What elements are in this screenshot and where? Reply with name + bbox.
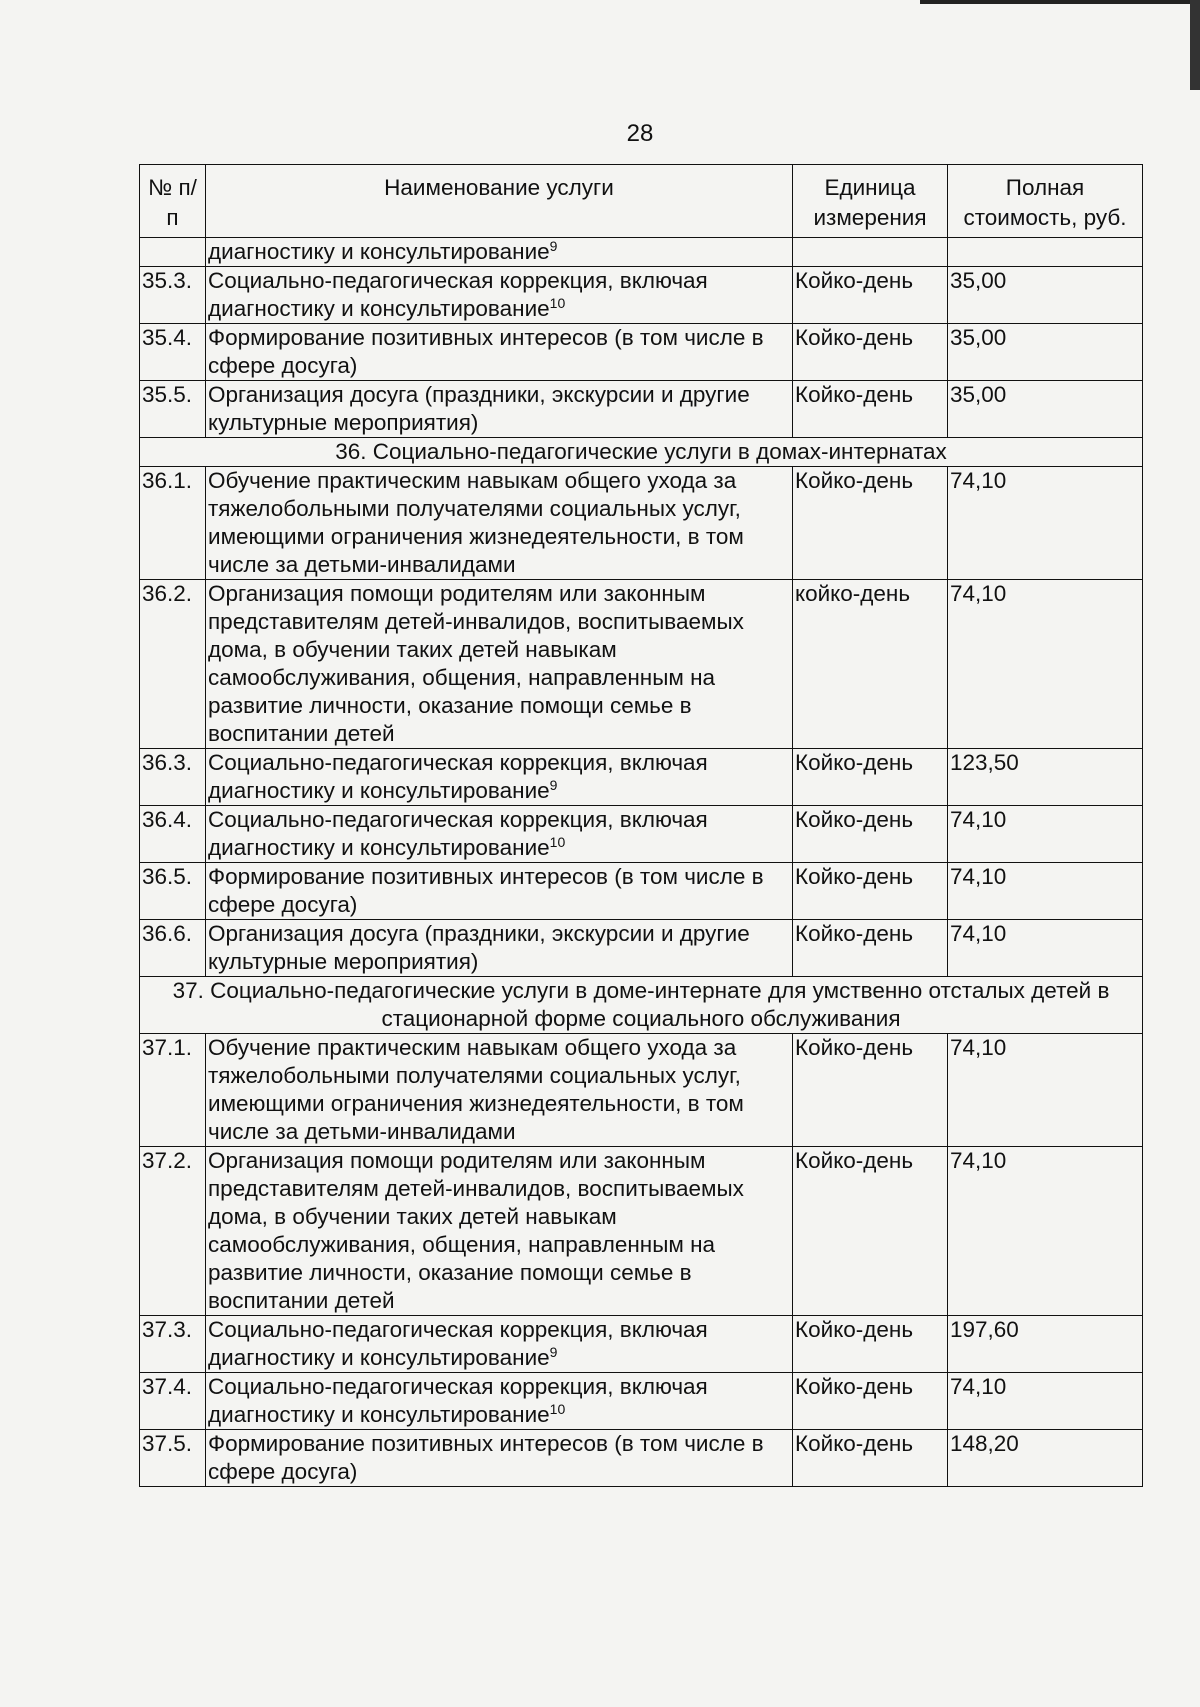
section-header-row	[140, 438, 1143, 467]
services-price-table	[139, 164, 1143, 1487]
service-name	[206, 267, 793, 324]
full-cost: 148,20	[948, 1430, 1143, 1487]
unit-of-measure: Койко-день	[793, 806, 948, 863]
footnote-ref: 9	[549, 1344, 558, 1360]
row-number: 36.6.	[140, 920, 206, 977]
row-number: 37.2.	[140, 1147, 206, 1316]
table-body	[140, 238, 1143, 1487]
service-name-text: Формирование позитивных интересов (в том числе в сфере досуга)	[208, 1431, 764, 1484]
service-name-text: Организация помощи родителям или законным представителям детей-инвалидов, воспитываемых дома, в обучении таких детей навыкам самообслуживания, общения, направленным на развитие личности, оказание помощи семье в воспитании детей	[208, 581, 744, 746]
table-header-row	[140, 165, 1143, 238]
unit-of-measure: Койко-день	[793, 863, 948, 920]
section-title: 36. Социально-педагогические услуги в домах-интернатах	[140, 438, 1143, 467]
section-title: 37. Социально-педагогические услуги в доме-интернате для умственно отсталых детей в стационарной форме социального обслуживания	[140, 977, 1143, 1034]
table-row	[140, 806, 1143, 863]
service-name-text: Социально-педагогическая коррекция, включая диагностику и консультирование	[208, 1317, 708, 1370]
service-name	[206, 1034, 793, 1147]
service-name-text: Обучение практическим навыкам общего ухода за тяжелобольными получателями социальных услуг, имеющими ограничения жизнедеятельности, в том числе за детьми-инвалидами	[208, 1035, 744, 1144]
unit-of-measure	[793, 238, 948, 267]
service-name-text: Социально-педагогическая коррекция, включая диагностику и консультирование	[208, 268, 708, 321]
service-name-text: Организация помощи родителям или законным представителям детей-инвалидов, воспитываемых дома, в обучении таких детей навыкам самообслуживания, общения, направленным на развитие личности, оказание помощи семье в воспитании детей	[208, 1148, 744, 1313]
footnote-ref: 10	[549, 295, 566, 311]
service-name	[206, 1147, 793, 1316]
service-name	[206, 863, 793, 920]
unit-of-measure: Койко-день	[793, 1373, 948, 1430]
row-number: 35.4.	[140, 324, 206, 381]
row-number: 37.4.	[140, 1373, 206, 1430]
service-name	[206, 580, 793, 749]
table-row	[140, 1430, 1143, 1487]
header-cost: Полная стоимость, руб.	[948, 165, 1143, 238]
row-number: 36.4.	[140, 806, 206, 863]
service-name	[206, 1316, 793, 1373]
row-number: 37.5.	[140, 1430, 206, 1487]
header-unit: Единица измерения	[793, 165, 948, 238]
full-cost: 74,10	[948, 467, 1143, 580]
unit-of-measure: Койко-день	[793, 1430, 948, 1487]
header-name: Наименование услуги	[206, 165, 793, 238]
service-name	[206, 238, 793, 267]
row-number: 36.5.	[140, 863, 206, 920]
table-row	[140, 920, 1143, 977]
unit-of-measure: Койко-день	[793, 381, 948, 438]
full-cost: 35,00	[948, 324, 1143, 381]
unit-of-measure: Койко-день	[793, 467, 948, 580]
full-cost: 74,10	[948, 920, 1143, 977]
service-name	[206, 749, 793, 806]
table-row	[140, 749, 1143, 806]
header-num: № п/п	[140, 165, 206, 238]
full-cost: 74,10	[948, 580, 1143, 749]
table-row	[140, 324, 1143, 381]
service-name-text: Формирование позитивных интересов (в том числе в сфере досуга)	[208, 325, 764, 378]
table-row	[140, 1034, 1143, 1147]
table-row	[140, 238, 1143, 267]
service-name-text: Организация досуга (праздники, экскурсии и другие культурные мероприятия)	[208, 921, 750, 974]
service-name	[206, 467, 793, 580]
service-name-text: Обучение практическим навыкам общего ухода за тяжелобольными получателями социальных услуг, имеющими ограничения жизнедеятельности, в том числе за детьми-инвалидами	[208, 468, 744, 577]
service-name	[206, 381, 793, 438]
table-row	[140, 1147, 1143, 1316]
unit-of-measure: Койко-день	[793, 1316, 948, 1373]
full-cost: 74,10	[948, 863, 1143, 920]
row-number: 35.5.	[140, 381, 206, 438]
full-cost: 74,10	[948, 1147, 1143, 1316]
service-name	[206, 806, 793, 863]
row-number: 37.3.	[140, 1316, 206, 1373]
footnote-ref: 10	[549, 1401, 566, 1417]
unit-of-measure: Койко-день	[793, 1147, 948, 1316]
full-cost: 123,50	[948, 749, 1143, 806]
service-name	[206, 1373, 793, 1430]
service-name	[206, 920, 793, 977]
full-cost: 74,10	[948, 806, 1143, 863]
full-cost: 74,10	[948, 1373, 1143, 1430]
unit-of-measure: Койко-день	[793, 1034, 948, 1147]
section-header-row	[140, 977, 1143, 1034]
table-row	[140, 381, 1143, 438]
full-cost: 197,60	[948, 1316, 1143, 1373]
page-number: 28	[626, 120, 654, 147]
row-number: 36.2.	[140, 580, 206, 749]
scan-edge-right	[1190, 0, 1200, 90]
table-row	[140, 1316, 1143, 1373]
row-number: 36.3.	[140, 749, 206, 806]
unit-of-measure: Койко-день	[793, 267, 948, 324]
service-name-text: Организация досуга (праздники, экскурсии и другие культурные мероприятия)	[208, 382, 750, 435]
full-cost	[948, 238, 1143, 267]
table-row	[140, 267, 1143, 324]
service-name	[206, 324, 793, 381]
full-cost: 35,00	[948, 381, 1143, 438]
row-number: 35.3.	[140, 267, 206, 324]
table-row	[140, 863, 1143, 920]
footnote-ref: 9	[549, 238, 558, 254]
service-name-text: Социально-педагогическая коррекция, включая диагностику и консультирование	[208, 1374, 708, 1427]
service-name-text: Социально-педагогическая коррекция, включая диагностику и консультирование	[208, 807, 708, 860]
service-name-text: Социально-педагогическая коррекция, включая диагностику и консультирование	[208, 750, 708, 803]
row-number: 36.1.	[140, 467, 206, 580]
unit-of-measure: койко-день	[793, 580, 948, 749]
footnote-ref: 9	[549, 777, 558, 793]
table-row	[140, 580, 1143, 749]
row-number: 37.1.	[140, 1034, 206, 1147]
row-number	[140, 238, 206, 267]
unit-of-measure: Койко-день	[793, 920, 948, 977]
table-row	[140, 467, 1143, 580]
unit-of-measure: Койко-день	[793, 749, 948, 806]
scan-edge-top	[920, 0, 1200, 4]
service-name	[206, 1430, 793, 1487]
full-cost: 74,10	[948, 1034, 1143, 1147]
unit-of-measure: Койко-день	[793, 324, 948, 381]
footnote-ref: 10	[549, 834, 566, 850]
table-row	[140, 1373, 1143, 1430]
full-cost: 35,00	[948, 267, 1143, 324]
service-name-text: Формирование позитивных интересов (в том числе в сфере досуга)	[208, 864, 764, 917]
service-name-text: диагностику и консультирование	[208, 239, 550, 264]
